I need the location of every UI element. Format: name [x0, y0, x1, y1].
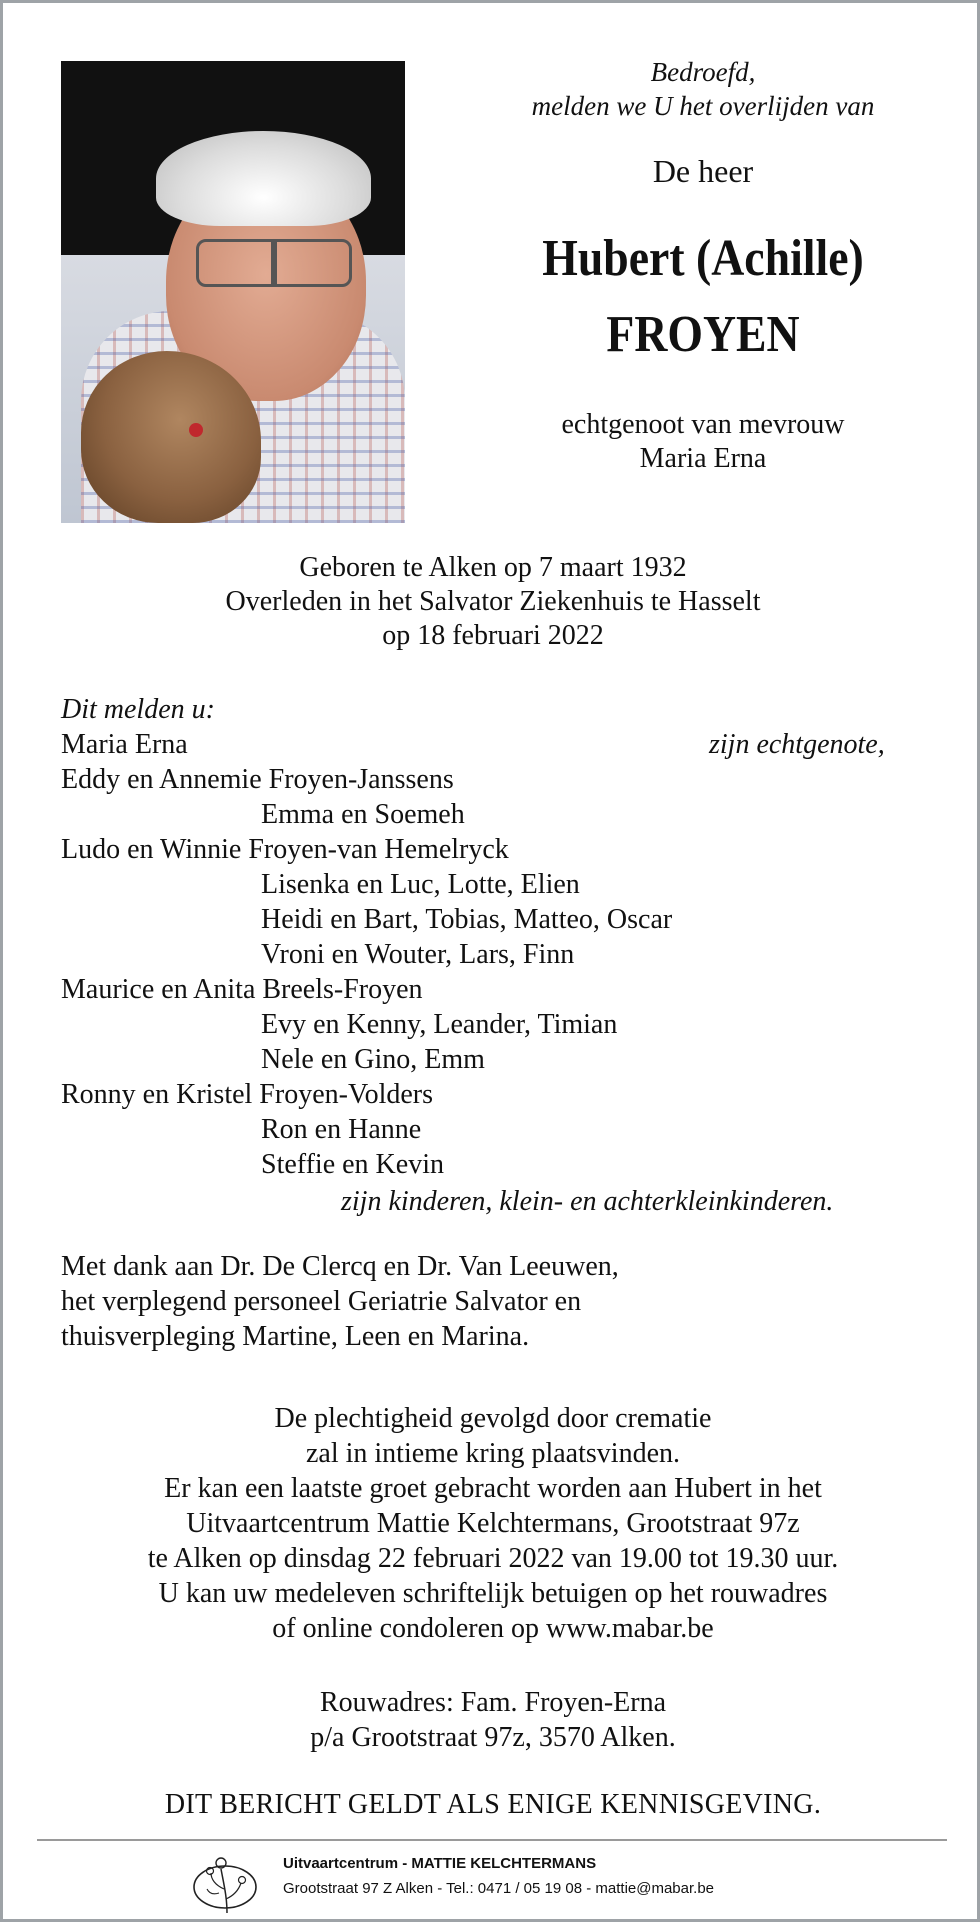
ceremony-line: Er kan een laatste groet gebracht worden aan Hubert in het	[164, 1473, 822, 1504]
family-member-line: Steffie en Kevin	[261, 1149, 444, 1180]
death-place-line: Overleden in het Salvator Ziekenhuis te Hasselt	[225, 586, 761, 617]
spouse-line-2: Maria Erna	[639, 443, 767, 474]
ceremony-line: te Alken op dinsdag 22 februari 2022 van 19.00 tot 19.30 uur.	[147, 1543, 839, 1574]
ceremony-line: U kan uw medeleven schriftelijk betuigen op het rouwadres	[158, 1578, 828, 1609]
honorific: De heer	[652, 153, 754, 189]
family-member-line: Eddy en Annemie Froyen-Janssens	[61, 764, 454, 795]
notice-line: DIT BERICHT GELDT ALS ENIGE KENNISGEVING.	[164, 1789, 822, 1820]
family-member-line: Emma en Soemeh	[261, 799, 465, 830]
ceremony-line: De plechtigheid gevolgd door crematie	[274, 1403, 712, 1434]
photo-hair	[156, 131, 371, 226]
family-list	[61, 762, 672, 1182]
ceremony-line: of online condoleren op www.mabar.be	[272, 1613, 714, 1644]
thanks-block	[61, 1249, 619, 1354]
family-heading: Dit melden u:	[61, 694, 215, 725]
photo-glasses	[196, 239, 352, 287]
family-member-line: Vroni en Wouter, Lars, Finn	[261, 939, 575, 970]
death-date-line: op 18 februari 2022	[382, 620, 604, 651]
birth-line: Geboren te Alken op 7 maart 1932	[299, 552, 687, 583]
intro-line-1: Bedroefd,	[650, 57, 756, 87]
portrait-photo	[61, 61, 405, 523]
family-member-line: Evy en Kenny, Leander, Timian	[261, 1009, 618, 1040]
family-spouse-name: Maria Erna	[61, 729, 188, 760]
family-member-line: Nele en Gino, Emm	[261, 1044, 485, 1075]
photo-dog-collar	[189, 423, 203, 437]
family-member-line: Heidi en Bart, Tobias, Matteo, Oscar	[261, 904, 673, 935]
family-member-line: Ronny en Kristel Froyen-Volders	[61, 1079, 433, 1110]
family-member-line: Lisenka en Luc, Lotte, Elien	[261, 869, 580, 900]
family-member-line: Maurice en Anita Breels-Froyen	[61, 974, 423, 1005]
ceremony-line: Uitvaartcentrum Mattie Kelchtermans, Grootstraat 97z	[186, 1508, 800, 1539]
thanks-line: het verplegend personeel Geriatrie Salvator en	[61, 1286, 582, 1317]
family-member-line: Ludo en Winnie Froyen-van Hemelryck	[61, 834, 509, 865]
footer-divider	[37, 1839, 947, 1841]
family-member-line: Ron en Hanne	[261, 1114, 422, 1145]
flower-logo-icon	[191, 1849, 263, 1915]
address-line-1: Rouwadres: Fam. Froyen-Erna	[319, 1687, 667, 1718]
deceased-first-name: Hubert (Achille)	[542, 230, 864, 287]
address-line-2: p/a Grootstraat 97z, 3570 Alken.	[310, 1722, 676, 1753]
thanks-line: thuisverpleging Martine, Leen en Marina.	[61, 1321, 530, 1352]
ceremony-line: zal in intieme kring plaatsvinden.	[305, 1438, 680, 1469]
family-spouse-role: zijn echtgenote,	[709, 729, 885, 760]
footer-contact: Grootstraat 97 Z Alken - Tel.: 0471 / 05 19 08 - mattie@mabar.be	[283, 1880, 715, 1897]
family-children-role: zijn kinderen, klein- en achterkleinkinderen.	[341, 1186, 834, 1217]
thanks-line: Met dank aan Dr. De Clercq en Dr. Van Leeuwen,	[61, 1251, 619, 1282]
ceremony-block	[3, 1401, 980, 1646]
spouse-line-1: echtgenoot van mevrouw	[561, 409, 845, 440]
deceased-surname: FROYEN	[606, 306, 800, 363]
intro-line-2: melden we U het overlijden van	[531, 91, 875, 121]
footer-company: Uitvaartcentrum - MATTIE KELCHTERMANS	[283, 1855, 597, 1872]
